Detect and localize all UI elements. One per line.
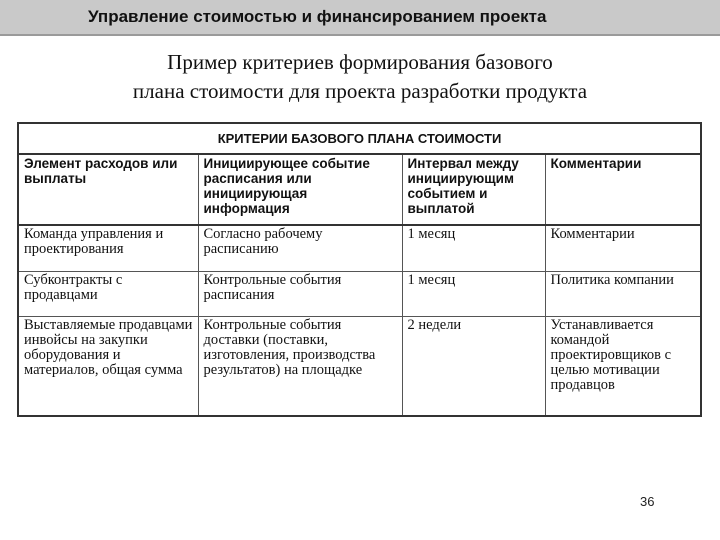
table-caption: КРИТЕРИИ БАЗОВОГО ПЛАНА СТОИМОСТИ <box>18 123 701 154</box>
header-title: Управление стоимостью и финансированием проекта <box>88 7 547 26</box>
table-cell: 1 месяц <box>402 271 545 316</box>
header-bar <box>0 0 720 36</box>
subtitle-line-2: плана стоимости для проекта разработки продукта <box>132 79 588 103</box>
table-cell: 1 месяц <box>402 225 545 271</box>
column-header-interval: Интервал между инициирующим событием и выплатой <box>402 154 545 225</box>
slide-subtitle <box>0 48 720 106</box>
table-cell: Политика компании <box>545 271 701 316</box>
column-header-expense-item: Элемент расходов или выплаты <box>18 154 198 225</box>
subtitle-line-1: Пример критериев формирования базового <box>167 50 553 74</box>
table-row <box>18 225 701 271</box>
column-header-comments: Комментарии <box>545 154 701 225</box>
table-cell: Команда управления и проектирования <box>18 225 198 271</box>
page-number: 36 <box>640 494 655 509</box>
table-cell: Выставляемые продавцами инвойсы на закупки оборудования и материалов, общая сумма <box>18 316 198 416</box>
table-cell: Согласно рабочему расписанию <box>198 225 402 271</box>
cost-criteria-table <box>17 122 702 417</box>
table-cell: Контрольные события доставки (поставки, изготовления, производства результатов) на площадке <box>198 316 402 416</box>
column-header-trigger-event: Инициирующее событие расписания или инициирующая информация <box>198 154 402 225</box>
table-cell: Устанавливается командой проектировщиков с целью мотивации продавцов <box>545 316 701 416</box>
table-cell: Контрольные события расписания <box>198 271 402 316</box>
table-cell: Субконтракты с продавцами <box>18 271 198 316</box>
table-cell: Комментарии <box>545 225 701 271</box>
table-cell: 2 недели <box>402 316 545 416</box>
table-row <box>18 316 701 416</box>
table-row <box>18 271 701 316</box>
